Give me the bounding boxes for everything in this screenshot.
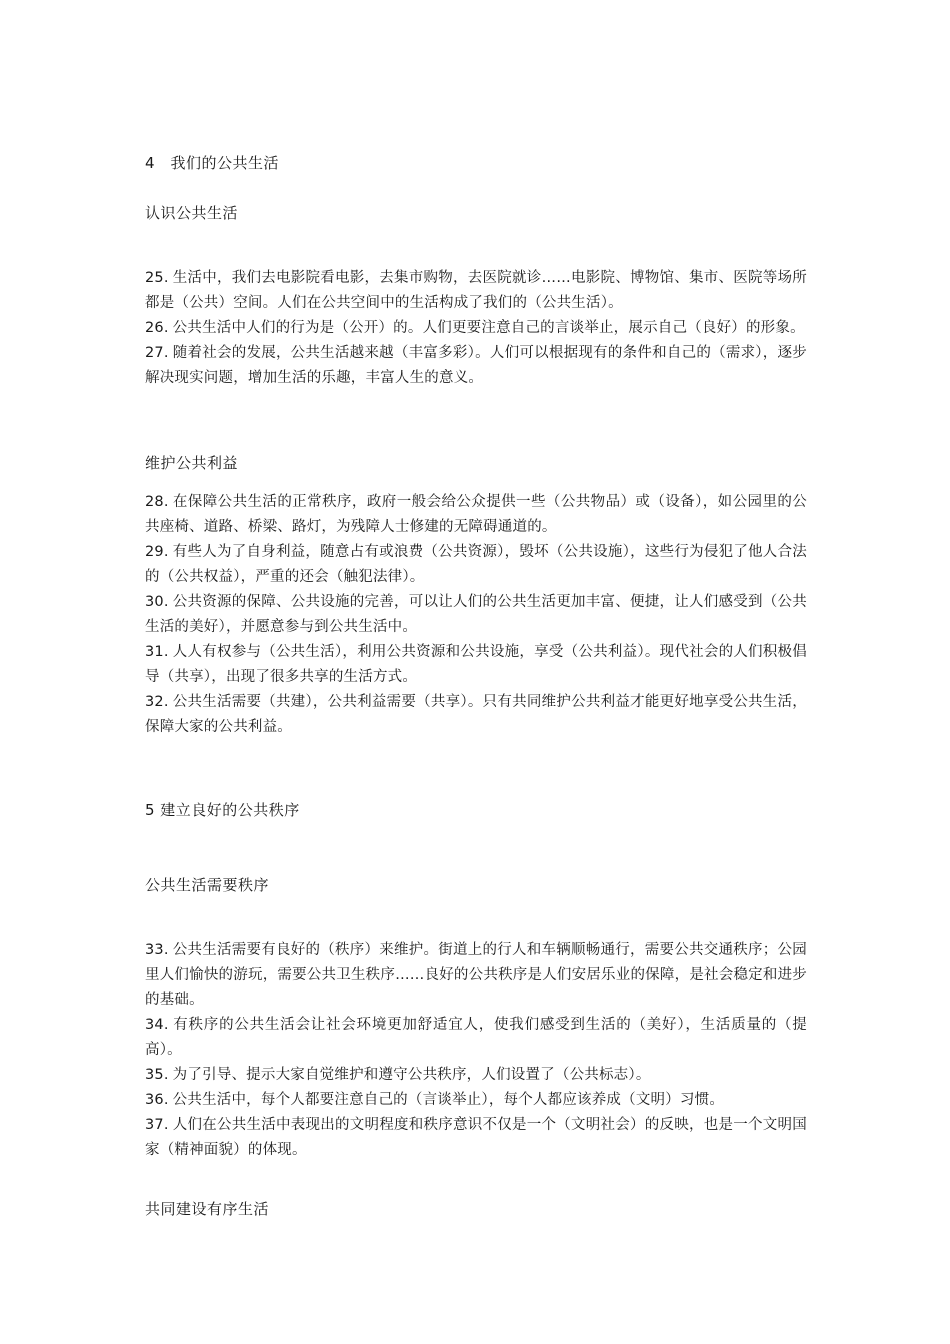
item-text: 在保障公共生活的正常秩序，政府一般会给公众提供一些（公共物品）或（设备），如公园里的公共座椅、道路、桥梁、路灯，为残障人士修建的无障碍通道的。 xyxy=(145,494,807,535)
item-text: 人人有权参与（公共生活），利用公共资源和公共设施，享受（公共利益）。现代社会的人们积极倡导（共享），出现了很多共享的生活方式。 xyxy=(145,644,807,685)
item-text: 生活中，我们去电影院看电影，去集市购物，去医院就诊……电影院、博物馆、集市、医院等场所都是（公共）空间。人们在公共空间中的生活构成了我们的（公共生活）。 xyxy=(145,270,807,311)
item-text: 有些人为了自身利益，随意占有或浪费（公共资源），毁坏（公共设施），这些行为侵犯了他人合法的（公共权益），严重的还会（触犯法律）。 xyxy=(145,544,807,585)
list-item xyxy=(145,490,807,540)
item-number: 32. xyxy=(145,694,169,710)
list-protect-public-interest xyxy=(145,490,807,740)
item-number: 37. xyxy=(145,1117,169,1133)
item-text: 公共生活中，每个人都要注意自己的（言谈举止），每个人都应该养成（文明）习惯。 xyxy=(172,1092,725,1108)
item-number: 26. xyxy=(145,320,169,336)
item-text: 公共生活中人们的行为是（公开）的。人们更要注意自己的言谈举止，展示自己（良好）的形象。 xyxy=(172,320,805,336)
list-item xyxy=(145,640,807,690)
list-item xyxy=(145,690,807,740)
item-number: 35. xyxy=(145,1067,169,1083)
list-item xyxy=(145,1113,807,1163)
item-number: 30. xyxy=(145,594,169,610)
list-public-life-needs-order xyxy=(145,938,807,1163)
item-text: 有秩序的公共生活会让社会环境更加舒适宜人，使我们感受到生活的（美好），生活质量的（提高）。 xyxy=(145,1017,807,1058)
item-text: 公共生活需要（共建），公共利益需要（共享）。只有共同维护公共利益才能更好地享受公共生活，保障大家的公共利益。 xyxy=(145,694,807,735)
subheading-protect-public-interest: 维护公共利益 xyxy=(145,454,239,472)
list-item xyxy=(145,1063,807,1088)
list-item xyxy=(145,316,807,341)
list-item xyxy=(145,341,807,391)
item-number: 34. xyxy=(145,1017,169,1033)
item-number: 36. xyxy=(145,1092,169,1108)
section-5-heading: 5 建立良好的公共秩序 xyxy=(145,801,300,819)
item-text: 公共生活需要有良好的（秩序）来维护。街道上的行人和车辆顺畅通行，需要公共交通秩序；公园里人们愉快的游玩，需要公共卫生秩序……良好的公共秩序是人们安居乐业的保障，是社会稳定和进步的基础。 xyxy=(145,942,807,1008)
subheading-public-life-needs-order: 公共生活需要秩序 xyxy=(145,876,270,894)
item-text: 为了引导、提示大家自觉维护和遵守公共秩序，人们设置了（公共标志）。 xyxy=(172,1067,651,1083)
item-number: 31. xyxy=(145,644,169,660)
list-item xyxy=(145,266,807,316)
subheading-recognize-public-life: 认识公共生活 xyxy=(145,204,239,222)
list-item xyxy=(145,938,807,1013)
item-number: 33. xyxy=(145,942,169,958)
list-item xyxy=(145,540,807,590)
item-number: 27. xyxy=(145,345,169,361)
item-number: 29. xyxy=(145,544,169,560)
list-item xyxy=(145,590,807,640)
list-item xyxy=(145,1013,807,1063)
list-item xyxy=(145,1088,807,1113)
item-number: 25. xyxy=(145,270,169,286)
list-recognize-public-life xyxy=(145,266,807,391)
item-text: 人们在公共生活中表现出的文明程度和秩序意识不仅是一个（文明社会）的反映，也是一个文明国家（精神面貌）的体现。 xyxy=(145,1117,807,1158)
item-text: 公共资源的保障、公共设施的完善，可以让人们的公共生活更加丰富、便捷，让人们感受到（公共生活的美好），并愿意参与到公共生活中。 xyxy=(145,594,807,635)
item-text: 随着社会的发展，公共生活越来越（丰富多彩）。人们可以根据现有的条件和自己的（需求），逐步解决现实问题，增加生活的乐趣，丰富人生的意义。 xyxy=(145,345,807,386)
subheading-build-orderly-life: 共同建设有序生活 xyxy=(145,1200,270,1218)
section-4-heading: 4 我们的公共生活 xyxy=(145,154,280,172)
item-number: 28. xyxy=(145,494,169,510)
